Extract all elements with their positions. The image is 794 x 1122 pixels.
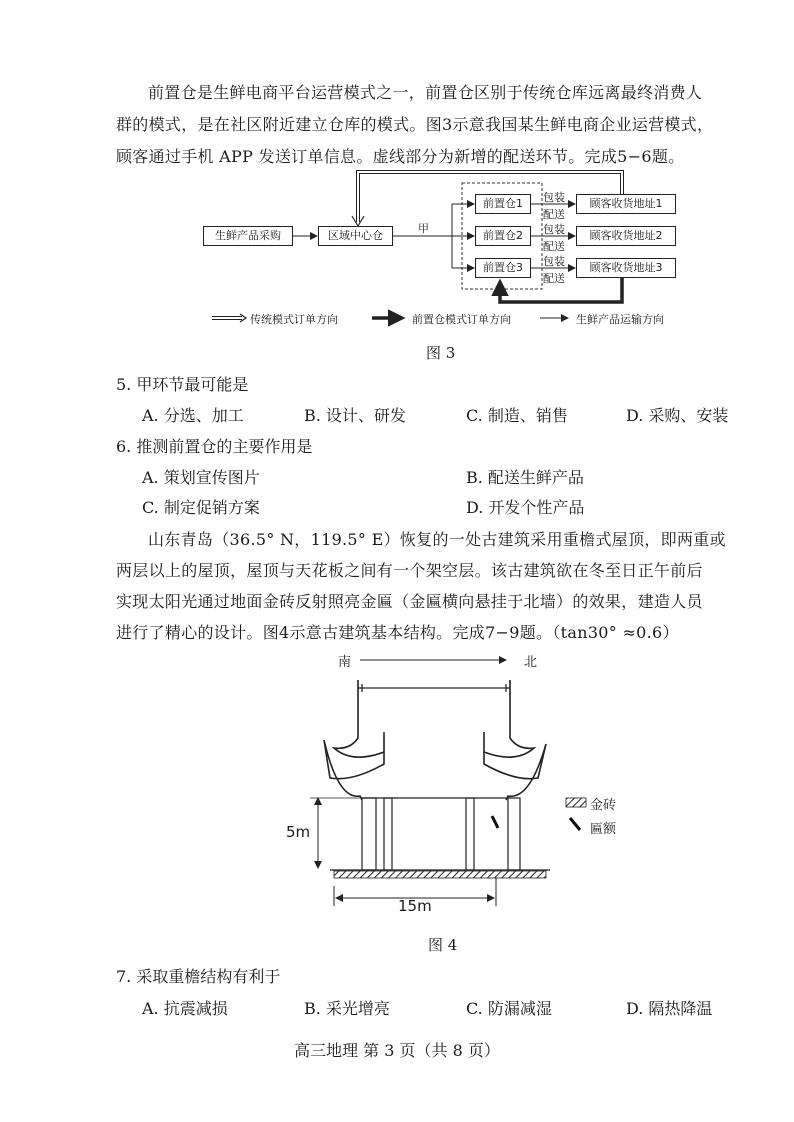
- q6-option-b: B. 配送生鲜产品: [466, 468, 584, 487]
- box-address-2: 顾客收货地址2: [576, 226, 676, 246]
- q5-option-b: B. 设计、研发: [304, 406, 406, 425]
- q5-option-a: A. 分选、加工: [142, 406, 244, 425]
- question-7-stem: 7. 采取重檐结构有利于: [116, 967, 281, 986]
- label-deliver-2: 配送: [543, 240, 565, 253]
- legend-front-warehouse: 前置仓模式订单方向: [412, 313, 511, 326]
- question-6-stem: 6. 推测前置仓的主要作用是: [116, 437, 313, 456]
- q7-option-b: B. 采光增亮: [304, 999, 390, 1018]
- label-pack-3: 包装: [543, 255, 565, 268]
- figure-4-caption: 图 4: [428, 936, 458, 954]
- q6-option-c: C. 制定促销方案: [142, 498, 260, 517]
- passage2-line-3: 实现太阳光通过地面金砖反射照亮金匾（金匾横向悬挂于北墙）的效果，建造人员: [116, 592, 703, 611]
- label-deliver-1: 配送: [543, 208, 565, 221]
- legend-gold-brick: 金砖: [590, 798, 617, 813]
- passage2-line-4: 进行了精心的设计。图4示意古建筑基本结构。完成7−9题。（tan30° ≈0.6）: [116, 623, 679, 642]
- label-jia: 甲: [418, 222, 429, 235]
- question-5-stem: 5. 甲环节最可能是: [116, 375, 249, 394]
- box-address-3: 顾客收货地址3: [576, 258, 676, 278]
- legend-traditional: 传统模式订单方向: [250, 313, 338, 326]
- figure-3-caption: 图 3: [426, 344, 456, 362]
- q7-option-d: D. 隔热降温: [626, 999, 713, 1018]
- box-regional-center: 区域中心仓: [318, 226, 393, 246]
- label-width-15m: 15m: [398, 897, 432, 915]
- legend-transport: 生鲜产品运输方向: [576, 313, 664, 326]
- label-south: 南: [338, 655, 352, 670]
- box-front-warehouse-1: 前置仓1: [475, 194, 531, 214]
- label-north: 北: [524, 655, 538, 670]
- label-pack-1: 包装: [543, 191, 565, 204]
- q6-option-d: D. 开发个性产品: [466, 498, 585, 517]
- label-deliver-3: 配送: [543, 272, 565, 285]
- passage1-line-1: 前置仓是生鲜电商平台运营模式之一，前置仓区别于传统仓库远离最终消费人: [148, 83, 703, 102]
- box-address-1: 顾客收货地址1: [576, 194, 676, 214]
- passage2-line-2: 两层以上的屋顶，屋顶与天花板之间有一个架空层。该古建筑欲在冬至日正午前后: [116, 561, 703, 580]
- label-height-5m: 5m: [286, 823, 311, 841]
- passage2-line-1: 山东青岛（36.5° N，119.5° E）恢复的一处古建筑采用重檐式屋顶，即两重或: [148, 530, 726, 549]
- box-front-warehouse-3: 前置仓3: [475, 258, 531, 278]
- legend-plaque: 匾额: [590, 822, 617, 837]
- box-front-warehouse-2: 前置仓2: [475, 226, 531, 246]
- passage1-line-3: 顾客通过手机 APP 发送订单信息。虚线部分为新增的配送环节。完成5−6题。: [116, 147, 685, 166]
- q6-option-a: A. 策划宣传图片: [142, 468, 260, 487]
- q5-option-c: C. 制造、销售: [466, 406, 568, 425]
- page-footer: 高三地理 第 3 页（共 8 页）: [294, 1041, 500, 1060]
- passage1-line-2: 群的模式，是在社区附近建立仓库的模式。图3示意我国某生鲜电商企业运营模式，: [116, 115, 714, 134]
- label-pack-2: 包装: [543, 223, 565, 236]
- q7-option-c: C. 防漏减湿: [466, 999, 552, 1018]
- q5-option-d: D. 采购、安装: [626, 406, 729, 425]
- q7-option-a: A. 抗震减损: [142, 999, 228, 1018]
- box-procurement: 生鲜产品采购: [203, 226, 293, 246]
